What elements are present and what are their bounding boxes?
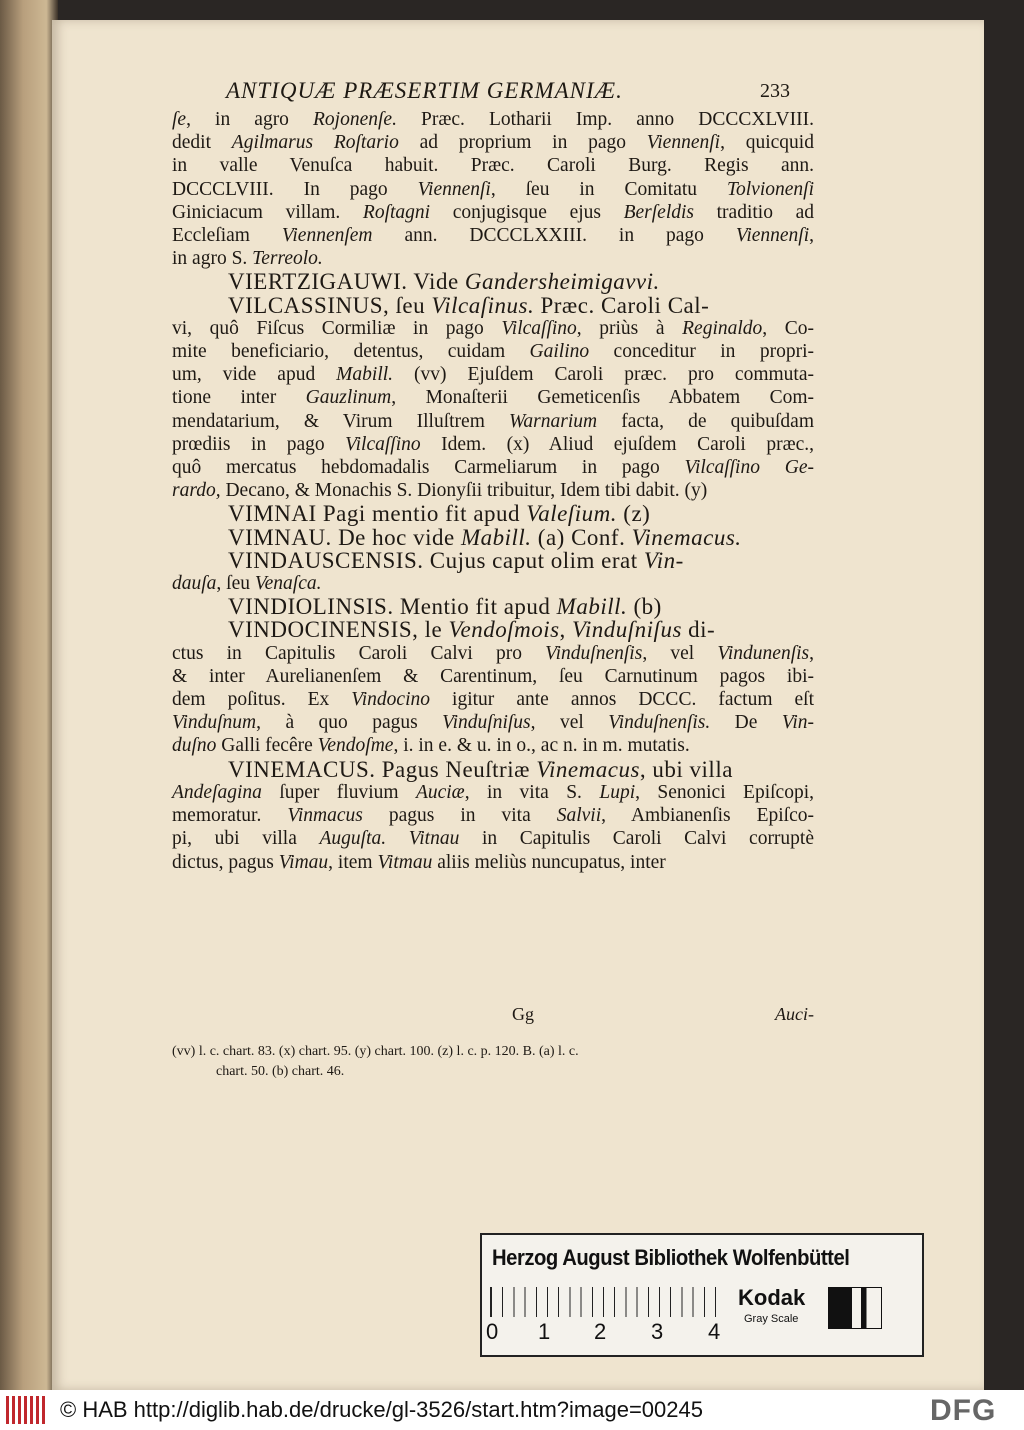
italic-text: Mabill. <box>460 524 532 550</box>
footnote-line: chart. 50. (b) chart. 46. <box>216 1064 345 1079</box>
text-line <box>172 456 814 479</box>
italic-text: Valeſium. <box>526 501 618 527</box>
text-run: DCCCLVIII. In pago <box>172 178 418 200</box>
running-head: ANTIQUÆ PRÆSERTIM GERMANIÆ. <box>226 78 623 103</box>
text-run: facta, de quibuſdam <box>597 410 814 432</box>
ruler-number: 4 <box>708 1319 721 1344</box>
text-run: in valle Venuſca habuit. Præc. Caroli Burg. Regis ann. <box>172 155 814 177</box>
text-run: ann. DCCCLXXIII. in pago <box>372 225 736 247</box>
italic-text: Agilmarus Roſtario <box>231 132 399 154</box>
text-run: , i. in e. & u. in o., ac n. in m. mutatis. <box>393 735 690 757</box>
text-run: (vv) Ejuſdem Caroli præc. pro commuta- <box>393 364 814 386</box>
entry-head-line <box>172 618 814 641</box>
text-run: conjugisque ejus <box>430 201 624 223</box>
entry-headword: VILCASSINUS <box>228 292 384 318</box>
permalink[interactable]: © HAB http://diglib.hab.de/drucke/gl-3526/start.htm?image=00245 <box>60 1397 703 1422</box>
italic-text: Vilcaſſino <box>345 433 421 455</box>
text-run: De hoc vide <box>331 524 461 550</box>
italic-text: Vilcaſſino <box>501 317 577 339</box>
text-run: memoratur. <box>172 805 288 827</box>
italic-text: Vin- <box>643 547 684 573</box>
italic-text: Vitnau <box>408 828 460 850</box>
text-line <box>172 201 814 224</box>
text-run: , in vita S. <box>464 781 600 803</box>
italic-text: Gailino <box>529 341 590 363</box>
italic-text: Viennenſi <box>417 178 491 200</box>
italic-text: Viennenſem <box>281 225 373 247</box>
italic-text: Vinemacus <box>536 756 640 782</box>
text-run: (z) <box>617 501 651 527</box>
text-run: , Monaſterii Gemeticenſis Abbatem Com- <box>391 387 814 409</box>
text-run: mendatarium, & Virum Illuſtrem <box>172 410 509 432</box>
italic-text: Auciæ <box>415 781 465 803</box>
text-line <box>172 851 814 874</box>
text-run: dem poſitus. Ex <box>172 689 352 711</box>
italic-text: Terreolo. <box>252 248 323 270</box>
text-line <box>172 734 814 757</box>
italic-text: Vilcaſinus. <box>431 292 535 318</box>
text-run: traditio ad <box>694 201 814 223</box>
italic-text: Gauzlinum <box>305 387 392 409</box>
text-run: igitur ante annos DCCC. factum eſt <box>430 689 815 711</box>
text-run: , Ambianenſis Epiſco- <box>601 805 814 827</box>
text-line <box>172 386 814 409</box>
entry-head-line <box>172 270 814 293</box>
entry-headword: VINDAUSCENSIS. <box>228 547 424 573</box>
text-run: Pagi mentio fit apud <box>316 501 527 527</box>
entry-head-line <box>172 595 814 618</box>
library-name: Herzog August Bibliothek Wolfenbüttel <box>492 1245 850 1270</box>
italic-text: duſno <box>172 735 217 757</box>
text-line <box>172 711 814 734</box>
italic-text: Vindunenſis <box>717 642 810 664</box>
entry-head-line <box>172 502 814 525</box>
italic-text: Reginaldo <box>682 317 763 339</box>
text-run: , <box>559 617 573 643</box>
text-run: , vel <box>530 712 609 734</box>
text-run: Vide <box>407 269 465 295</box>
text-run: aliis meliùs nuncupatus, inter <box>432 851 666 873</box>
text-run: ſuper fluvium <box>261 781 416 803</box>
text-run: Cujus caput olim erat <box>423 547 644 573</box>
text-run: Eccleſiam <box>172 225 282 247</box>
italic-text: Vinduſniſus <box>442 712 531 734</box>
entry-head-line <box>172 758 814 781</box>
text-run: De <box>710 712 782 734</box>
italic-text: Auguſta. <box>319 828 387 850</box>
text-line <box>172 433 814 456</box>
text-run: in Capitulis Caroli Calvi corruptè <box>459 828 815 850</box>
italic-text: Salvii <box>556 805 602 827</box>
italic-text: Vendoſme <box>317 735 394 757</box>
italic-text: Vitmau <box>377 851 433 873</box>
text-run: Giniciacum villam. <box>172 201 363 223</box>
text-run: dedit <box>172 132 232 154</box>
italic-text: Viennenſi <box>735 225 810 247</box>
footnotes <box>172 1042 814 1082</box>
italic-text: Vinduſnum <box>172 712 257 734</box>
text-run: & inter Aurelianenſem & Carentinum, ſeu Carnutinum pagos ibi- <box>172 665 814 687</box>
text-run: pi, ubi villa <box>172 828 320 850</box>
text-run: , in agro <box>186 109 314 130</box>
italic-text: Vendoſmois <box>448 617 560 643</box>
text-run: Mentio fit apud <box>393 594 557 620</box>
text-line <box>172 781 814 804</box>
text-run: Præc. Lotharii Imp. anno DCCCXLVIII. <box>396 109 814 130</box>
gray-swatch <box>828 1287 882 1329</box>
text-run: di- <box>681 617 716 643</box>
ruler-numbers <box>486 1319 726 1345</box>
text-run: , le <box>412 617 449 643</box>
italic-text: Gandersheimigavvi. <box>464 269 660 295</box>
text-run: , ſeu <box>216 573 255 595</box>
entry-headword: VIERTZIGAUWI. <box>228 269 408 295</box>
ruler-number: 1 <box>538 1319 551 1344</box>
italic-text: rardo, <box>172 480 221 502</box>
text-run: conceditur in propri- <box>589 341 814 363</box>
italic-text: Vinmacus <box>287 805 363 827</box>
text-line <box>172 317 814 340</box>
entry-headword: VINDOCINENSIS <box>228 617 413 643</box>
text-line <box>172 247 814 270</box>
main-text <box>172 108 814 874</box>
text-line <box>172 108 814 131</box>
italic-text: Rojonenſe. <box>313 109 397 130</box>
catchline <box>172 1004 814 1024</box>
text-run: , quicquid <box>720 132 814 154</box>
text-run: (a) Conf. <box>531 524 632 550</box>
ruler-number: 0 <box>486 1319 499 1344</box>
italic-text: Mabill. <box>336 364 394 386</box>
kodak-brand: Kodak <box>738 1285 806 1310</box>
italic-text: Tolvionenſi <box>726 178 814 200</box>
italic-text: ſe <box>172 109 187 130</box>
text-line <box>172 688 814 711</box>
ruler-number: 3 <box>651 1319 664 1344</box>
text-line <box>172 363 814 386</box>
italic-text: Lupi <box>599 781 636 803</box>
italic-text: Vilcaſſino Ge- <box>684 457 814 479</box>
text-run: Idem. (x) Aliud ejuſdem Caroli præc., <box>420 433 815 455</box>
text-run: , priùs à <box>576 317 683 339</box>
text-run: in agro S. <box>172 248 253 270</box>
italic-text: Vinduſniſus <box>572 617 682 643</box>
page-number: 233 <box>760 80 790 102</box>
footnote-line: (vv) l. c. chart. 83. (x) chart. 95. (y) chart. 100. (z) l. c. p. 120. B. (a) l. c. <box>172 1044 579 1059</box>
text-line <box>172 804 814 827</box>
text-run: , à quo pagus <box>256 712 443 734</box>
italic-text: Vimau <box>278 851 329 873</box>
italic-text: dauſa <box>172 573 217 595</box>
text-run: , vel <box>642 642 718 664</box>
text-line <box>172 224 814 247</box>
text-run: , ſeu in Comitatu <box>490 178 727 200</box>
text-line <box>172 340 814 363</box>
text-line <box>172 131 814 154</box>
entry-head-line <box>172 294 814 317</box>
ruler-number: 2 <box>594 1319 607 1344</box>
italic-text: Vinduſnenſis <box>545 642 643 664</box>
text-run: , <box>809 642 814 664</box>
italic-text: Roſtagni <box>362 201 431 223</box>
text-run: , item <box>328 851 378 873</box>
dfg-logo[interactable]: DFG <box>930 1394 997 1427</box>
text-run: dictus, pagus <box>172 851 279 873</box>
catchword: Auci- <box>775 1004 814 1024</box>
gray-scale-label: Gray Scale <box>744 1313 799 1325</box>
text-line <box>172 178 814 201</box>
entry-head-line <box>172 549 814 572</box>
text-run: tione inter <box>172 387 306 409</box>
italic-text: Vindocino <box>351 689 431 711</box>
entry-head-line <box>172 526 814 549</box>
text-run: Præc. Caroli Cal- <box>534 292 710 318</box>
entry-headword: VIMNAU. <box>228 524 332 550</box>
footer-bar <box>0 1390 1024 1430</box>
text-run <box>386 828 409 849</box>
text-run: , ubi villa <box>639 756 733 782</box>
left-page-edge <box>0 0 58 1390</box>
library-label <box>480 1233 924 1357</box>
text-run: pagus in vita <box>362 805 557 827</box>
text-line <box>172 665 814 688</box>
italic-text: Venaſca. <box>254 573 322 595</box>
italic-text: Andeſagina <box>172 781 262 803</box>
text-run: Decano, & Monachis S. Dionyſii tribuitur, Idem tibi dabit. (y) <box>220 480 708 502</box>
text-run: um, vide apud <box>172 364 337 386</box>
text-line <box>172 154 814 177</box>
italic-text: Mabill. <box>556 594 628 620</box>
text-line <box>172 479 814 502</box>
italic-text: Warnarium <box>508 410 598 432</box>
scale-ruler <box>490 1287 721 1317</box>
text-run: , Senonici Epiſcopi, <box>635 781 814 803</box>
italic-text: Viennenſi <box>646 132 721 154</box>
text-run: vi, quô Fiſcus Cormiliæ in pago <box>172 317 502 339</box>
entry-headword: VINEMACUS. <box>228 756 376 782</box>
text-line <box>172 572 814 595</box>
text-run: mite beneficiario, detentus, cuidam <box>172 341 530 363</box>
text-run: , <box>809 225 815 247</box>
text-run: (b) <box>627 594 662 620</box>
text-run: ad proprium in pago <box>398 132 647 154</box>
text-run: quô mercatus hebdomadalis Carmeliarum in pago <box>172 457 685 479</box>
text-line <box>172 410 814 433</box>
italic-text: Vinduſnenſis. <box>608 712 711 734</box>
text-line <box>172 642 814 665</box>
text-run: Galli fecêre <box>216 735 318 757</box>
entry-headword: VIMNAI <box>228 501 317 527</box>
italic-text: Berſeldis <box>623 201 695 223</box>
text-run: prœdiis in pago <box>172 433 346 455</box>
text-line <box>172 827 814 850</box>
italic-text: Vin- <box>781 712 814 734</box>
signature-mark: Gg <box>512 1004 534 1024</box>
text-run: , ſeu <box>383 292 432 318</box>
text-run: , Co- <box>762 317 815 339</box>
text-run: ctus in Capitulis Caroli Calvi pro <box>172 642 546 664</box>
entry-headword: VINDIOLINSIS. <box>228 594 394 620</box>
italic-text: Vinemacus. <box>631 524 742 550</box>
hab-logo-icon[interactable] <box>6 1396 46 1424</box>
text-run: Pagus Neuſtriæ <box>375 756 537 782</box>
